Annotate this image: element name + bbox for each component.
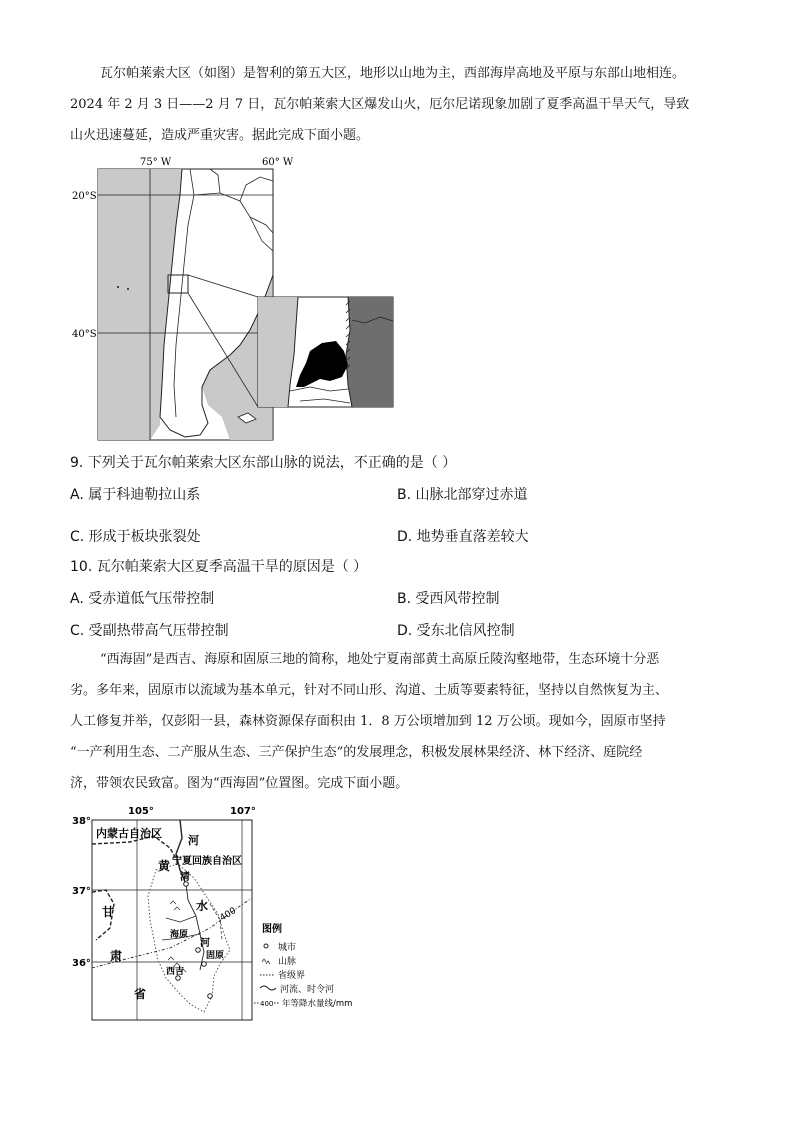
question-9-option-b[interactable]: B. 山脉北部穿过赤道 <box>397 487 528 503</box>
label-haiyuan: 海原 <box>170 930 189 940</box>
label-he-1: 河 <box>188 834 199 847</box>
legend-title: 图例 <box>262 924 282 935</box>
label-neimenggu: 内蒙古自治区 <box>96 827 162 840</box>
lon-label-75w: 75° W <box>140 157 172 168</box>
question-10-option-d[interactable]: D. 受东北信风控制 <box>397 623 515 639</box>
legend-city: 城市 <box>278 943 297 953</box>
passage-1 <box>70 58 730 151</box>
legend-isoline-sample: 400 <box>260 1000 274 1008</box>
inset-map <box>258 297 393 407</box>
passage-1-line-1: 瓦尔帕莱索大区（如图）是智利的第五大区，地形以山地为主，西部海岸高地及平原与东部山地相连。 <box>100 66 686 81</box>
lon-label-105: 105° <box>128 806 154 817</box>
lon-label-107: 107° <box>230 806 256 817</box>
passage-1-line-3: 山火迅速蔓延，造成严重灾害。据此完成下面小题。 <box>70 128 370 143</box>
question-10-option-a[interactable]: A. 受赤道低气压带控制 <box>70 591 215 607</box>
label-xiji: 西吉 <box>166 967 185 977</box>
passage-2-line-2: 劣。多年来，固原市以流域为基本单元，针对不同山形、沟道、土质等要素特征，坚持以自然恢复为主、 <box>70 683 669 698</box>
passage-2-line-1: “西海固”是西吉、海原和固原三地的简称，地处宁夏南部黄土高原丘陵沟壑地带，生态环境十分恶 <box>100 652 660 667</box>
label-shui: 水 <box>196 899 209 913</box>
question-10-option-b[interactable]: B. 受西风带控制 <box>397 591 500 607</box>
map2-legend <box>254 922 352 1009</box>
question-9-option-a[interactable]: A. 属于科迪勒拉山系 <box>70 487 201 503</box>
question-9-option-c[interactable]: C. 形成于板块张裂处 <box>70 529 201 545</box>
legend-isoline: 年等降水量线/mm <box>282 999 353 1009</box>
chile-map <box>72 155 395 445</box>
label-qing: 清 <box>180 872 190 883</box>
city-dot <box>202 962 207 967</box>
label-ningxia: 宁夏回族自治区 <box>172 856 242 867</box>
passage-2-line-4: “一产利用生态、二产服从生态、三产保护生态”的发展理念，积极发展林果经济、林下经济、庭院经 <box>70 745 643 760</box>
question-9-stem: 9. 下列关于瓦尔帕莱索大区东部山脉的说法，不正确的是（ ） <box>70 455 457 471</box>
legend-mountain-icon <box>262 959 270 964</box>
passage-2-line-5: 济，带领农民致富。图为“西海固”位置图。完成下面小题。 <box>70 776 409 791</box>
lon-label-60w: 60° W <box>262 157 294 168</box>
legend-boundary: 省级界 <box>278 971 306 981</box>
lat-label-20s: 20°S <box>72 191 97 202</box>
label-huang: 黄 <box>158 859 171 873</box>
label-sheng: 省 <box>134 987 147 1001</box>
lat-label-38: 38° <box>72 816 91 827</box>
question-10-stem: 10. 瓦尔帕莱索大区夏季高温干旱的原因是（ ） <box>70 559 368 575</box>
label-su: 肃 <box>110 949 123 963</box>
question-10-option-c[interactable]: C. 受副热带高气压带控制 <box>70 623 229 639</box>
lat-label-36: 36° <box>72 958 91 969</box>
lat-label-37: 37° <box>72 886 91 897</box>
label-gan: 甘 <box>102 905 115 919</box>
passage-2 <box>70 644 730 799</box>
lat-label-40s: 40°S <box>72 329 97 340</box>
passage-2-line-3: 人工修复并举，仅彭阳一县，森林资源保存面积由 1．8 万公顷增加到 12 万公顷。现如今，固原市坚持 <box>70 714 666 729</box>
city-dot <box>208 994 213 999</box>
passage-1-line-2: 2024 年 2 月 3 日——2 月 7 日，瓦尔帕莱索大区爆发山火，厄尔尼诺现象加剧了夏季高温干旱天气，导致 <box>70 97 690 112</box>
label-guyuan: 固原 <box>206 951 225 961</box>
label-he-2: 河 <box>200 938 210 949</box>
legend-mountain: 山脉 <box>278 957 297 967</box>
legend-city-icon <box>264 944 268 948</box>
isohyet-400-label: 400 <box>218 905 239 924</box>
question-9-option-d[interactable]: D. 地势垂直落差较大 <box>397 529 529 545</box>
xihaigu-map <box>70 800 370 1025</box>
legend-river: 河流、时令河 <box>280 985 335 995</box>
legend-river-icon <box>260 986 276 990</box>
